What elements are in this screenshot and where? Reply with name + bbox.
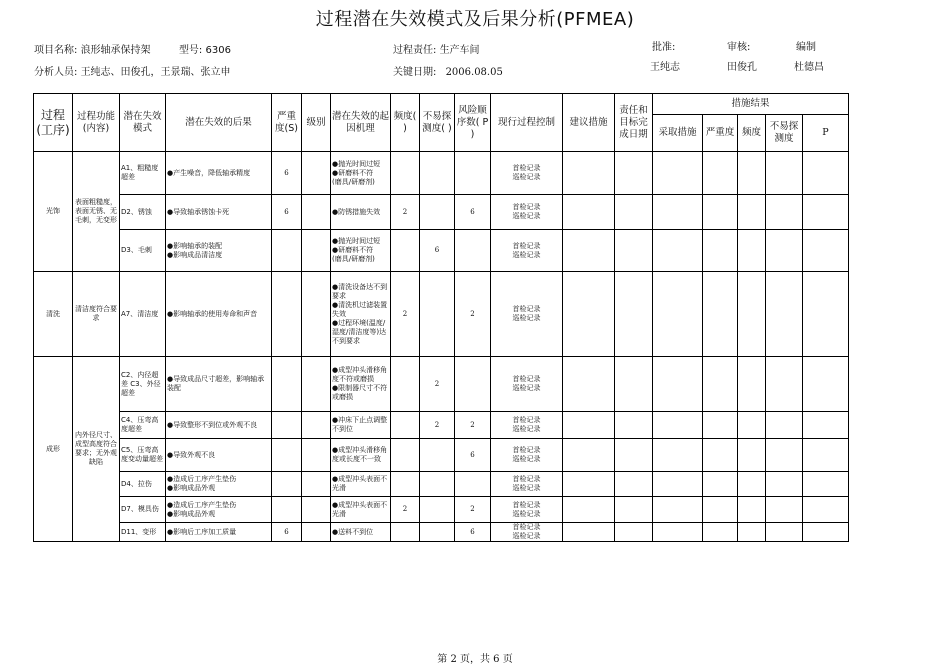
empty-cell — [803, 230, 849, 272]
empty-cell — [738, 497, 766, 523]
empty-cell — [703, 497, 738, 523]
control-line: 首检记录 — [512, 241, 541, 250]
table-row — [34, 497, 849, 523]
cause-line: ●研磨料不符 — [332, 168, 374, 177]
controls-cell — [491, 523, 563, 542]
table-row — [34, 357, 849, 412]
effect-cell — [166, 195, 272, 230]
control-line: 首检记录 — [512, 375, 541, 383]
failure-mode-cell: C5、压弯高度变动量超差 — [120, 439, 166, 472]
col-function: 过程功能(内容) — [73, 94, 120, 152]
detection-cell — [420, 523, 455, 542]
col-r-occurrence: 频度 — [738, 115, 766, 152]
empty-cell — [803, 439, 849, 472]
process-cell: 成形 — [34, 357, 73, 542]
cause-cell — [331, 195, 391, 230]
empty-cell — [563, 272, 615, 357]
empty-cell — [703, 152, 738, 195]
cause-line: ●限制器尺寸不符或磨损 — [332, 384, 388, 401]
empty-cell — [653, 230, 703, 272]
effect-line: ●导致轴承锈蚀卡死 — [167, 207, 230, 216]
rpn-cell — [455, 472, 491, 497]
empty-cell — [738, 272, 766, 357]
occurrence-cell — [391, 472, 420, 497]
empty-cell — [615, 472, 653, 497]
rpn-cell: 2 — [455, 497, 491, 523]
empty-cell — [766, 230, 803, 272]
rpn-cell: 6 — [455, 523, 491, 542]
empty-cell — [563, 439, 615, 472]
cause-cell — [331, 439, 391, 472]
control-line: 巡检记录 — [512, 314, 541, 322]
effect-line: ●造成后工序产生垫伤 — [167, 500, 237, 509]
failure-mode-cell: D3、毛刺 — [120, 230, 166, 272]
cause-line: (磨具/研磨剂) — [332, 177, 375, 186]
cause-line: ●送料不到位 — [332, 527, 374, 536]
cause-cell — [331, 152, 391, 195]
cause-cell — [331, 272, 391, 357]
empty-cell — [738, 472, 766, 497]
cause-cell — [331, 472, 391, 497]
cause-line: ●抛光时间过短 — [332, 159, 381, 168]
approver-name: 王纯志 — [650, 62, 680, 73]
occurrence-cell — [391, 230, 420, 272]
effect-line: ●影响成品外观 — [167, 509, 216, 518]
class-cell — [302, 412, 331, 439]
empty-cell — [738, 357, 766, 412]
cause-line: ●抛光时间过短 — [332, 237, 381, 245]
col-occurrence: 频度( ) — [391, 94, 420, 152]
empty-cell — [703, 272, 738, 357]
empty-cell — [803, 523, 849, 542]
empty-cell — [766, 272, 803, 357]
failure-mode-cell: D4、拉伤 — [120, 472, 166, 497]
empty-cell — [653, 497, 703, 523]
empty-cell — [766, 412, 803, 439]
failure-mode-cell: D11、变形 — [120, 523, 166, 542]
controls-cell — [491, 152, 563, 195]
control-line: 巡检记录 — [512, 425, 541, 433]
empty-cell — [766, 152, 803, 195]
col-rpn: 风险顺序数( P ) — [455, 94, 491, 152]
failure-mode-cell: C4、压弯高度超差 — [120, 412, 166, 439]
keydate-label: 关键日期: — [393, 67, 437, 78]
col-detection: 不易探测度( ) — [420, 94, 455, 152]
severity-cell: 6 — [272, 152, 302, 195]
empty-cell — [738, 412, 766, 439]
cause-line: ●成型冲头表面不光滑 — [332, 500, 388, 518]
table-row — [34, 472, 849, 497]
empty-cell — [653, 523, 703, 542]
function-cell: 内外径尺寸、成型高度符合要求；无外观缺陷 — [73, 357, 120, 542]
col-results: 措施结果 — [653, 94, 849, 115]
col-r-severity: 严重度 — [703, 115, 738, 152]
cause-cell — [331, 497, 391, 523]
col-effect: 潜在失效的后果 — [166, 94, 272, 152]
rpn-cell — [455, 152, 491, 195]
effect-line: ●产生噪音，降低轴承精度 — [167, 168, 251, 177]
empty-cell — [615, 152, 653, 195]
effect-cell — [166, 472, 272, 497]
empty-cell — [563, 230, 615, 272]
control-line: 巡检记录 — [512, 250, 541, 259]
control-line: 首检记录 — [512, 446, 541, 454]
failure-mode-cell: D7、模具伤 — [120, 497, 166, 523]
empty-cell — [653, 272, 703, 357]
severity-cell — [272, 439, 302, 472]
empty-cell — [615, 412, 653, 439]
class-cell — [302, 152, 331, 195]
effect-line: ●导致整形不到位或外观不良 — [167, 420, 258, 429]
severity-cell — [272, 230, 302, 272]
rpn-cell: 6 — [455, 195, 491, 230]
cause-line: ●成型冲头滑移角度不符或磨损 — [332, 366, 388, 383]
col-r-detection: 不易探测度 — [766, 115, 803, 152]
responsibility-info — [393, 41, 480, 56]
empty-cell — [615, 523, 653, 542]
control-line: 巡检记录 — [512, 212, 541, 220]
cause-line: ●清洗设备达不到要求 — [332, 282, 388, 300]
table-row — [34, 195, 849, 230]
controls-cell — [491, 412, 563, 439]
empty-cell — [563, 523, 615, 542]
effect-cell — [166, 230, 272, 272]
empty-cell — [563, 412, 615, 439]
responsibility-label: 过程责任: — [393, 45, 437, 56]
severity-cell — [272, 472, 302, 497]
effect-line: ●导致外观不良 — [167, 450, 216, 459]
empty-cell — [615, 272, 653, 357]
detection-cell — [420, 195, 455, 230]
empty-cell — [803, 195, 849, 230]
class-cell — [302, 497, 331, 523]
table-row — [34, 523, 849, 542]
failure-mode-cell: A1、粗糙度超差 — [120, 152, 166, 195]
col-class: 级别 — [302, 94, 331, 152]
col-recommended: 建议措施 — [563, 94, 615, 152]
control-line: 首检记录 — [512, 416, 541, 424]
effect-line: ●影响后工序加工质量 — [167, 527, 237, 536]
effect-cell — [166, 439, 272, 472]
model-label: 型号: — [178, 45, 203, 56]
function-cell: 清洁度符合要求 — [73, 272, 120, 357]
project-value: 浪形轴承保持架 — [80, 45, 151, 56]
col-severity: 严重度(S) — [272, 94, 302, 152]
empty-cell — [615, 497, 653, 523]
occurrence-cell: 2 — [391, 272, 420, 357]
empty-cell — [766, 523, 803, 542]
effect-line: ●造成后工序产生垫伤 — [167, 475, 237, 483]
detection-cell — [420, 272, 455, 357]
control-line: 首检记录 — [512, 523, 541, 531]
review-label: 审核: — [727, 42, 751, 53]
detection-cell — [420, 152, 455, 195]
effect-cell — [166, 272, 272, 357]
empty-cell — [803, 412, 849, 439]
pfmea-body — [34, 152, 849, 542]
occurrence-cell — [391, 439, 420, 472]
failure-mode-cell: C2、内径超差 C3、外径超差 — [120, 357, 166, 412]
empty-cell — [653, 472, 703, 497]
control-line: 首检记录 — [512, 164, 541, 172]
keydate-info — [393, 63, 503, 78]
empty-cell — [653, 439, 703, 472]
pfmea-table — [33, 93, 849, 542]
col-responsibility: 责任和目标完成日期 — [615, 94, 653, 152]
cause-line: ●研磨料不符 — [332, 246, 374, 254]
empty-cell — [615, 357, 653, 412]
severity-cell: 6 — [272, 195, 302, 230]
empty-cell — [653, 412, 703, 439]
controls-cell — [491, 357, 563, 412]
cause-cell — [331, 230, 391, 272]
empty-cell — [803, 357, 849, 412]
occurrence-cell — [391, 152, 420, 195]
effect-cell — [166, 523, 272, 542]
detection-cell: 2 — [420, 357, 455, 412]
cause-line: ●冲床下止点调整不到位 — [332, 416, 388, 433]
empty-cell — [703, 195, 738, 230]
rpn-cell — [455, 230, 491, 272]
empty-cell — [703, 472, 738, 497]
project-label: 项目名称: — [34, 45, 78, 56]
class-cell — [302, 439, 331, 472]
effect-cell — [166, 497, 272, 523]
empty-cell — [738, 152, 766, 195]
empty-cell — [653, 195, 703, 230]
effect-cell — [166, 412, 272, 439]
control-line: 巡检记录 — [512, 455, 541, 463]
empty-cell — [766, 357, 803, 412]
empty-cell — [563, 357, 615, 412]
empty-cell — [766, 195, 803, 230]
page-footer: 第 2 页，共 6 页 — [437, 654, 513, 665]
control-line: 首检记录 — [512, 203, 541, 211]
controls-cell — [491, 230, 563, 272]
control-line: 巡检记录 — [512, 384, 541, 392]
empty-cell — [738, 523, 766, 542]
detection-cell: 6 — [420, 230, 455, 272]
empty-cell — [738, 230, 766, 272]
empty-cell — [766, 497, 803, 523]
empty-cell — [766, 439, 803, 472]
class-cell — [302, 523, 331, 542]
controls-cell — [491, 272, 563, 357]
cause-line: ●过程环境(温度/湿度/清洁度等)达不到要求 — [332, 318, 387, 345]
reviewer-name: 田俊孔 — [727, 62, 757, 73]
empty-cell — [766, 472, 803, 497]
severity-cell: 6 — [272, 523, 302, 542]
empty-cell — [803, 472, 849, 497]
analysts-value: 王纯志、田俊孔，王景瑞、张立申 — [80, 67, 231, 78]
col-actions-taken: 采取措施 — [653, 115, 703, 152]
controls-cell — [491, 472, 563, 497]
severity-cell — [272, 357, 302, 412]
empty-cell — [703, 523, 738, 542]
empty-cell — [563, 497, 615, 523]
effect-cell — [166, 357, 272, 412]
empty-cell — [615, 230, 653, 272]
empty-cell — [703, 357, 738, 412]
rpn-cell: 2 — [455, 412, 491, 439]
col-failure-mode: 潜在失效模式 — [120, 94, 166, 152]
controls-cell — [491, 195, 563, 230]
cause-line: ●成型冲头表面不光滑 — [332, 475, 388, 492]
effect-line: ●影响轴承的使用寿命和声音 — [167, 309, 258, 318]
effect-cell — [166, 152, 272, 195]
effect-line: ●影响成品清洁度 — [167, 250, 223, 259]
empty-cell — [703, 412, 738, 439]
severity-cell — [272, 497, 302, 523]
failure-mode-cell: A7、清洁度 — [120, 272, 166, 357]
process-cell: 光饰 — [34, 152, 73, 272]
table-row — [34, 439, 849, 472]
process-cell: 清洗 — [34, 272, 73, 357]
occurrence-cell: 2 — [391, 195, 420, 230]
cause-line: ●清洗机过滤装置失效 — [332, 300, 388, 318]
rpn-cell: 2 — [455, 272, 491, 357]
effect-line: ●导致成品尺寸超差，影响轴承装配 — [167, 375, 265, 392]
empty-cell — [803, 497, 849, 523]
class-cell — [302, 230, 331, 272]
effect-line: ●影响成品外观 — [167, 484, 216, 492]
control-line: 首检记录 — [512, 500, 541, 509]
table-row — [34, 230, 849, 272]
compile-label: 编制 — [796, 42, 816, 53]
col-r-p: P — [803, 115, 849, 152]
project-info — [34, 41, 231, 56]
occurrence-cell — [391, 412, 420, 439]
effect-line: ●影响轴承的装配 — [167, 241, 223, 250]
empty-cell — [803, 152, 849, 195]
cause-line: ●成型冲头滑移角度或长度不一致 — [332, 446, 388, 463]
col-cause: 潜在失效的起因机理 — [331, 94, 391, 152]
function-cell: 表面粗糙度，表面无锈、无毛刺，无变形 — [73, 152, 120, 272]
empty-cell — [653, 152, 703, 195]
page-title: 过程潜在失效模式及后果分析(PFMEA) — [315, 9, 635, 30]
occurrence-cell: 2 — [391, 497, 420, 523]
approve-label: 批准: — [652, 42, 676, 53]
empty-cell — [563, 472, 615, 497]
table-row — [34, 152, 849, 195]
cause-cell — [331, 412, 391, 439]
empty-cell — [563, 195, 615, 230]
col-process: 过程(工序) — [34, 94, 73, 152]
class-cell — [302, 195, 331, 230]
control-line: 巡检记录 — [512, 484, 541, 492]
control-line: 巡检记录 — [512, 173, 541, 181]
table-row — [34, 272, 849, 357]
control-line: 巡检记录 — [512, 509, 541, 518]
control-line: 巡检记录 — [512, 532, 541, 540]
rpn-cell — [455, 357, 491, 412]
occurrence-cell — [391, 357, 420, 412]
analysts-info — [34, 63, 231, 78]
analysts-label: 分析人员: — [34, 67, 78, 78]
empty-cell — [738, 439, 766, 472]
control-line: 首检记录 — [512, 305, 541, 313]
table-row — [34, 412, 849, 439]
severity-cell — [272, 412, 302, 439]
occurrence-cell — [391, 523, 420, 542]
failure-mode-cell: D2、锈蚀 — [120, 195, 166, 230]
detection-cell — [420, 472, 455, 497]
responsibility-value: 生产车间 — [439, 45, 480, 56]
controls-cell — [491, 439, 563, 472]
control-line: 首检记录 — [512, 475, 541, 483]
compiler-name: 杜德昌 — [794, 62, 824, 73]
class-cell — [302, 472, 331, 497]
empty-cell — [703, 439, 738, 472]
model-value: 6306 — [205, 45, 231, 56]
empty-cell — [615, 439, 653, 472]
keydate-value: 2006.08.05 — [445, 67, 503, 78]
empty-cell — [703, 230, 738, 272]
cause-line: (磨具/研磨剂) — [332, 255, 375, 263]
controls-cell — [491, 497, 563, 523]
col-controls: 现行过程控制 — [491, 94, 563, 152]
class-cell — [302, 272, 331, 357]
empty-cell — [803, 272, 849, 357]
empty-cell — [615, 195, 653, 230]
empty-cell — [738, 195, 766, 230]
severity-cell — [272, 272, 302, 357]
empty-cell — [653, 357, 703, 412]
detection-cell: 2 — [420, 412, 455, 439]
detection-cell — [420, 439, 455, 472]
rpn-cell: 6 — [455, 439, 491, 472]
cause-cell — [331, 357, 391, 412]
class-cell — [302, 357, 331, 412]
empty-cell — [563, 152, 615, 195]
cause-line: ●防锈措施失效 — [332, 207, 381, 216]
cause-cell — [331, 523, 391, 542]
detection-cell — [420, 497, 455, 523]
